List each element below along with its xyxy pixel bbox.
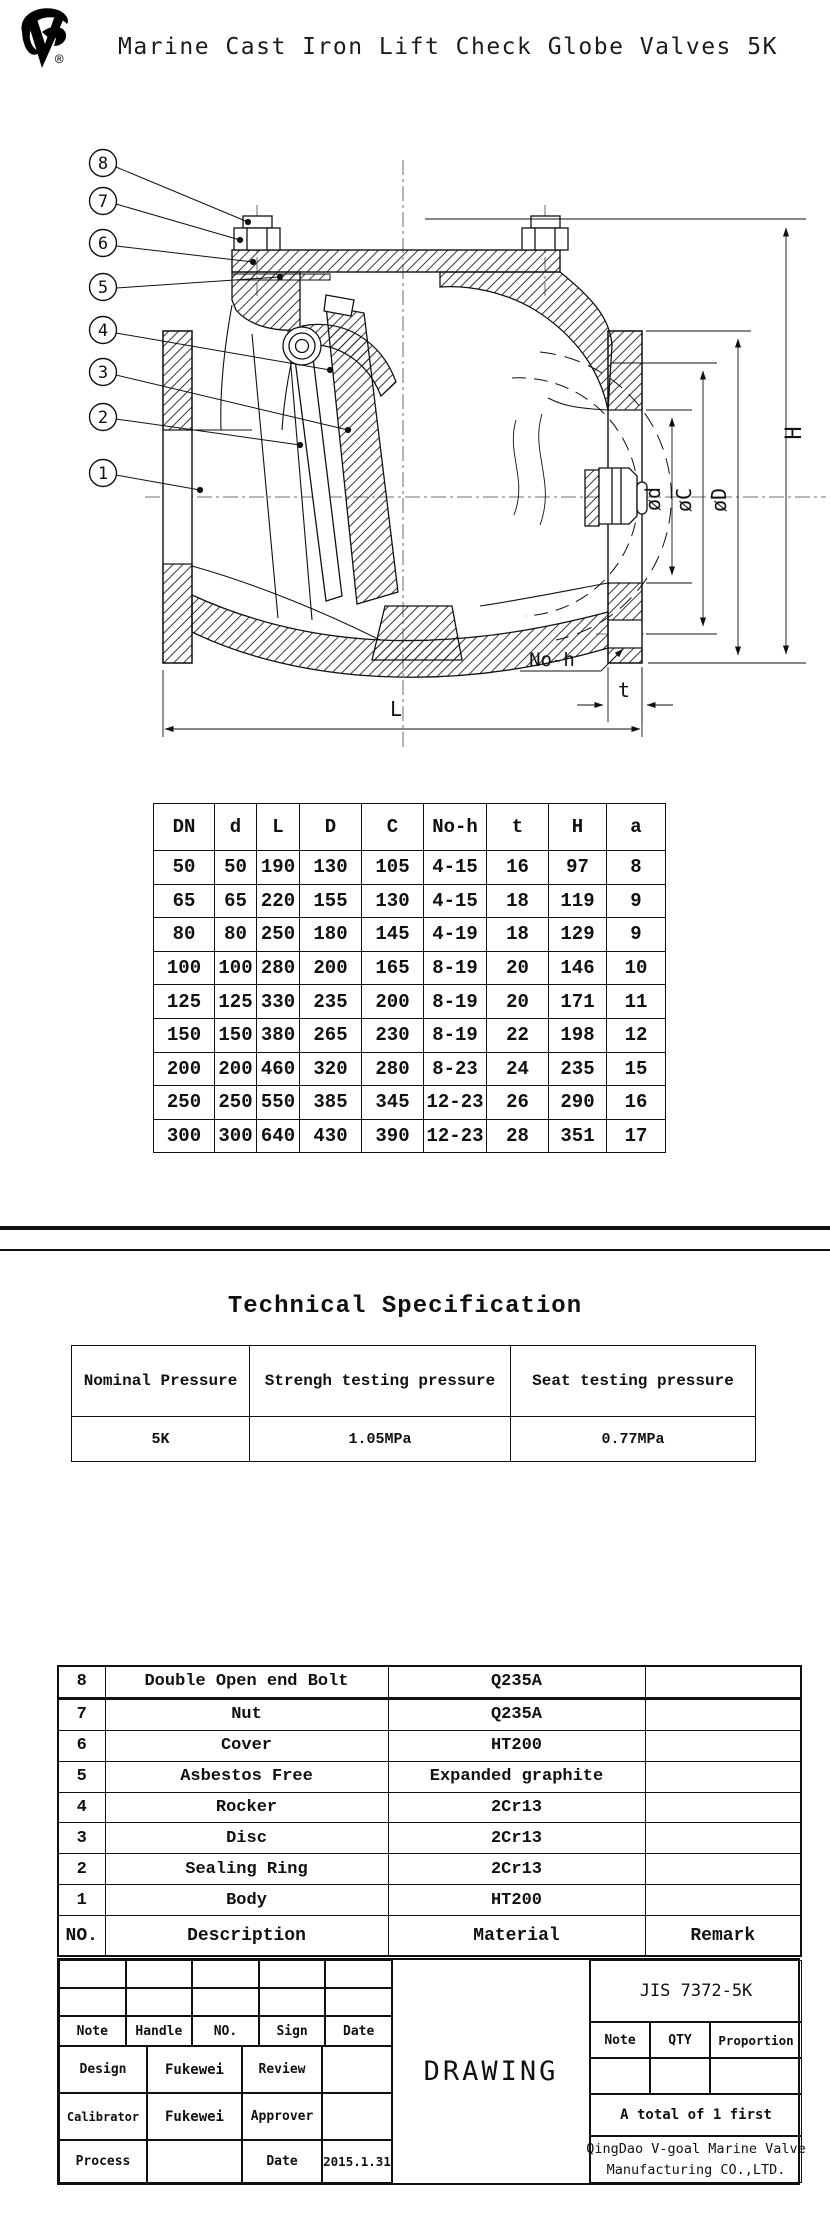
tb-label-date: Date [325,2016,392,2046]
parts-col-description: Description [105,1916,388,1957]
cover-bolt-right [522,216,568,250]
callout-6 [90,230,117,257]
part-remark [645,1730,801,1761]
part-remark [645,1823,801,1854]
part-material: HT200 [388,1730,645,1761]
dim-column-header: DN [154,804,215,851]
dim-table-header-row [154,804,666,851]
tb-review-label: Review [242,2046,322,2093]
callout-8 [90,150,117,177]
tb-empty-cell [126,1988,193,2016]
dim-cell-big-d: 235 [300,985,362,1019]
dim-cell-big-d: 200 [300,951,362,985]
dim-table-row [154,918,666,952]
dim-column-header: d [215,804,257,851]
dim-cell-l: 460 [257,1052,300,1086]
tb-calibrator-label: Calibrator [59,2093,147,2140]
dim-cell-t: 24 [487,1052,549,1086]
dim-cell-c: 345 [362,1086,424,1120]
dim-cell-t: 22 [487,1018,549,1052]
parts-header-row [58,1916,801,1957]
dim-cell-noh: 4-15 [424,884,487,918]
tb-proportion-header: Proportion [710,2022,802,2058]
part-number: 2 [58,1854,105,1885]
dim-label-length: L [389,697,403,721]
dim-cell-h: 171 [549,985,607,1019]
dim-cell-d: 65 [215,884,257,918]
valve-body-section [192,272,612,677]
dim-cell-a: 8 [607,851,666,885]
divider-thick [0,1226,830,1230]
dim-cell-t: 18 [487,884,549,918]
dim-cell-noh: 8-19 [424,1018,487,1052]
tb-empty-cell [650,2058,710,2094]
tb-total-text: A total of 1 first [590,2094,802,2136]
dim-cell-dn: 150 [154,1018,215,1052]
dim-cell-c: 145 [362,918,424,952]
tb-empty-cell [590,2058,650,2094]
part-description: Sealing Ring [105,1854,388,1885]
dim-column-header: No-h [424,804,487,851]
tb-label-sign: Sign [259,2016,326,2046]
dim-cell-h: 129 [549,918,607,952]
dim-cell-d: 125 [215,985,257,1019]
dim-cell-l: 380 [257,1018,300,1052]
tb-empty-cell [325,1960,392,1988]
dim-cell-dn: 100 [154,951,215,985]
tb-empty-cell [147,2140,242,2183]
dim-cell-t: 28 [487,1119,549,1153]
dim-cell-l: 640 [257,1119,300,1153]
dim-cell-t: 20 [487,951,549,985]
dim-cell-c: 165 [362,951,424,985]
dim-cell-l: 280 [257,951,300,985]
part-description: Cover [105,1730,388,1761]
dim-cell-dn: 200 [154,1052,215,1086]
dim-cell-d: 200 [215,1052,257,1086]
dim-column-header: D [300,804,362,851]
dim-table-row [154,851,666,885]
callout-7 [90,188,117,215]
part-description: Nut [105,1698,388,1730]
part-remark [645,1854,801,1885]
dim-column-header: C [362,804,424,851]
dim-table-row [154,884,666,918]
part-material: Q235A [388,1698,645,1730]
tb-company-line1: QingDao V-goal Marine Valve [586,2141,806,2158]
spec-value-seat-test: 0.77MPa [511,1417,756,1462]
dim-cell-l: 550 [257,1086,300,1120]
parts-list-table [57,1665,802,1957]
tb-note-header: Note [590,2022,650,2058]
dim-cell-dn: 50 [154,851,215,885]
dim-table-row [154,1119,666,1153]
dim-table-row [154,1086,666,1120]
dim-cell-noh: 12-23 [424,1119,487,1153]
spec-table [71,1345,756,1462]
dim-cell-l: 190 [257,851,300,885]
parts-row [58,1698,801,1730]
page-title: Marine Cast Iron Lift Check Globe Valves 5K [118,34,778,60]
dim-table-row [154,985,666,1019]
dim-cell-a: 16 [607,1086,666,1120]
dim-cell-big-d: 265 [300,1018,362,1052]
dim-column-header: a [607,804,666,851]
callout-5 [90,274,117,301]
part-description: Rocker [105,1792,388,1823]
part-number: 8 [58,1666,105,1698]
part-description: Asbestos Free [105,1761,388,1792]
dim-cell-h: 198 [549,1018,607,1052]
dimensions-table [153,803,666,1153]
divider-thin [0,1249,830,1251]
tb-empty-cell [126,1960,193,1988]
dim-cell-d: 100 [215,951,257,985]
svg-text:5: 5 [97,278,109,298]
tb-empty-cell [192,1988,259,2016]
parts-row [58,1761,801,1792]
callout-4 [90,317,117,344]
parts-row [58,1823,801,1854]
tb-empty-cell [325,1988,392,2016]
callout-1 [90,460,117,487]
tb-company [586,2136,806,2183]
dim-cell-noh: 4-19 [424,918,487,952]
callout-3 [90,359,117,386]
part-number: 1 [58,1885,105,1916]
dim-label-bolt-holes: No-h [529,649,575,671]
tb-empty-cell [259,1960,326,1988]
tb-process-label: Process [59,2140,147,2183]
part-number: 6 [58,1730,105,1761]
dim-cell-t: 26 [487,1086,549,1120]
dim-cell-d: 50 [215,851,257,885]
tb-empty-cell [710,2058,802,2094]
dim-cell-h: 290 [549,1086,607,1120]
drawing-type-label: DRAWING [392,1960,590,2183]
part-remark [645,1666,801,1698]
dim-cell-big-d: 155 [300,884,362,918]
tb-calibrator-name: Fukewei [147,2093,242,2140]
dim-cell-noh: 12-23 [424,1086,487,1120]
dim-cell-a: 15 [607,1052,666,1086]
parts-row [58,1885,801,1916]
dim-cell-d: 300 [215,1119,257,1153]
dim-cell-d: 250 [215,1086,257,1120]
dim-label-flange-od: øD [707,487,731,513]
dim-cell-a: 10 [607,951,666,985]
tb-label-no: NO. [192,2016,259,2046]
tb-empty-cell [259,1988,326,2016]
dim-cell-noh: 8-23 [424,1052,487,1086]
parts-col-material: Material [388,1916,645,1957]
dim-cell-noh: 8-19 [424,985,487,1019]
tb-empty-cell [322,2093,392,2140]
tb-qty-header: QTY [650,2022,710,2058]
title-block [57,1958,806,2185]
svg-text:6: 6 [97,234,109,254]
part-material: Q235A [388,1666,645,1698]
parts-row [58,1666,801,1698]
part-material: 2Cr13 [388,1854,645,1885]
dim-label-bolt-circle: øC [672,487,696,513]
part-number: 7 [58,1698,105,1730]
dim-cell-l: 220 [257,884,300,918]
dim-cell-h: 146 [549,951,607,985]
dim-table-row [154,1052,666,1086]
dim-cell-l: 250 [257,918,300,952]
tb-approver-label: Approver [242,2093,322,2140]
tb-empty-cell [59,1960,126,1988]
spec-value-strength-test: 1.05MPa [250,1417,511,1462]
parts-row [58,1854,801,1885]
dim-column-header: t [487,804,549,851]
svg-text:1: 1 [97,464,109,484]
dim-cell-a: 11 [607,985,666,1019]
dim-cell-h: 351 [549,1119,607,1153]
dim-cell-a: 9 [607,918,666,952]
dim-cell-dn: 65 [154,884,215,918]
dim-cell-c: 230 [362,1018,424,1052]
dim-cell-h: 119 [549,884,607,918]
dim-cell-h: 97 [549,851,607,885]
spec-col-seat-test: Seat testing pressure [511,1346,756,1417]
dim-cell-noh: 8-19 [424,951,487,985]
dim-column-header: L [257,804,300,851]
tb-empty-cell [322,2046,392,2093]
dim-cell-dn: 300 [154,1119,215,1153]
spec-header-row [72,1346,756,1417]
cover-bolt-left [234,216,280,250]
part-description: Body [105,1885,388,1916]
parts-col-no: NO. [58,1916,105,1957]
part-material: 2Cr13 [388,1823,645,1854]
dim-cell-h: 235 [549,1052,607,1086]
part-material: 2Cr13 [388,1792,645,1823]
tb-standard: JIS 7372-5K [590,1960,802,2022]
part-remark [645,1761,801,1792]
parts-row [58,1792,801,1823]
callout-balloons [90,150,117,487]
part-remark [645,1792,801,1823]
dim-label-flange-thickness: t [617,678,631,702]
tb-empty-cell [59,1988,126,2016]
tb-date-value: 2015.1.31 [322,2140,392,2183]
dim-cell-t: 20 [487,985,549,1019]
svg-text:8: 8 [97,154,109,174]
tb-design-name: Fukewei [147,2046,242,2093]
svg-text:2: 2 [97,408,109,428]
dim-cell-big-d: 430 [300,1119,362,1153]
svg-text:3: 3 [97,363,109,383]
part-number: 5 [58,1761,105,1792]
dim-cell-c: 280 [362,1052,424,1086]
dim-column-header: H [549,804,607,851]
dim-cell-c: 105 [362,851,424,885]
dim-table-row [154,951,666,985]
dim-cell-a: 12 [607,1018,666,1052]
dim-label-height: H [782,426,807,440]
registered-trademark-symbol: ® [55,52,64,68]
part-number: 3 [58,1823,105,1854]
spec-value-row [72,1417,756,1462]
parts-row [58,1730,801,1761]
dim-cell-t: 18 [487,918,549,952]
dim-label-bore: ød [641,486,665,512]
inlet-flange [163,331,192,663]
spec-col-strength-test: Strengh testing pressure [250,1346,511,1417]
dim-cell-big-d: 320 [300,1052,362,1086]
cover-plate [232,250,560,272]
part-remark [645,1698,801,1730]
spec-value-nominal-pressure: 5K [72,1417,250,1462]
dim-cell-dn: 80 [154,918,215,952]
dim-cell-big-d: 180 [300,918,362,952]
tb-design-label: Design [59,2046,147,2093]
spec-section-title: Technical Specification [227,1293,583,1320]
spec-col-nominal-pressure: Nominal Pressure [72,1346,250,1417]
tb-label-note: Note [59,2016,126,2046]
part-number: 4 [58,1792,105,1823]
part-material: HT200 [388,1885,645,1916]
part-material: Expanded graphite [388,1761,645,1792]
tb-label-handle: Handle [126,2016,193,2046]
dim-cell-big-d: 130 [300,851,362,885]
tb-company-line2: Manufacturing CO.,LTD. [606,2161,786,2178]
dim-cell-c: 130 [362,884,424,918]
callout-2 [90,404,117,431]
dim-cell-c: 200 [362,985,424,1019]
dim-cell-c: 390 [362,1119,424,1153]
dim-cell-d: 150 [215,1018,257,1052]
parts-col-remark: Remark [645,1916,801,1957]
dim-cell-a: 17 [607,1119,666,1153]
part-description: Double Open end Bolt [105,1666,388,1698]
svg-text:7: 7 [97,192,109,212]
valve-cross-section-drawing [0,0,830,780]
dim-table-row [154,1018,666,1052]
tb-empty-cell [192,1960,259,1988]
dim-cell-dn: 125 [154,985,215,1019]
dim-cell-t: 16 [487,851,549,885]
tb-date-label: Date [242,2140,322,2183]
dim-cell-big-d: 385 [300,1086,362,1120]
dim-cell-noh: 4-15 [424,851,487,885]
svg-text:4: 4 [97,321,109,341]
dim-cell-l: 330 [257,985,300,1019]
part-remark [645,1885,801,1916]
part-description: Disc [105,1823,388,1854]
dim-cell-a: 9 [607,884,666,918]
dim-cell-d: 80 [215,918,257,952]
dim-cell-dn: 250 [154,1086,215,1120]
